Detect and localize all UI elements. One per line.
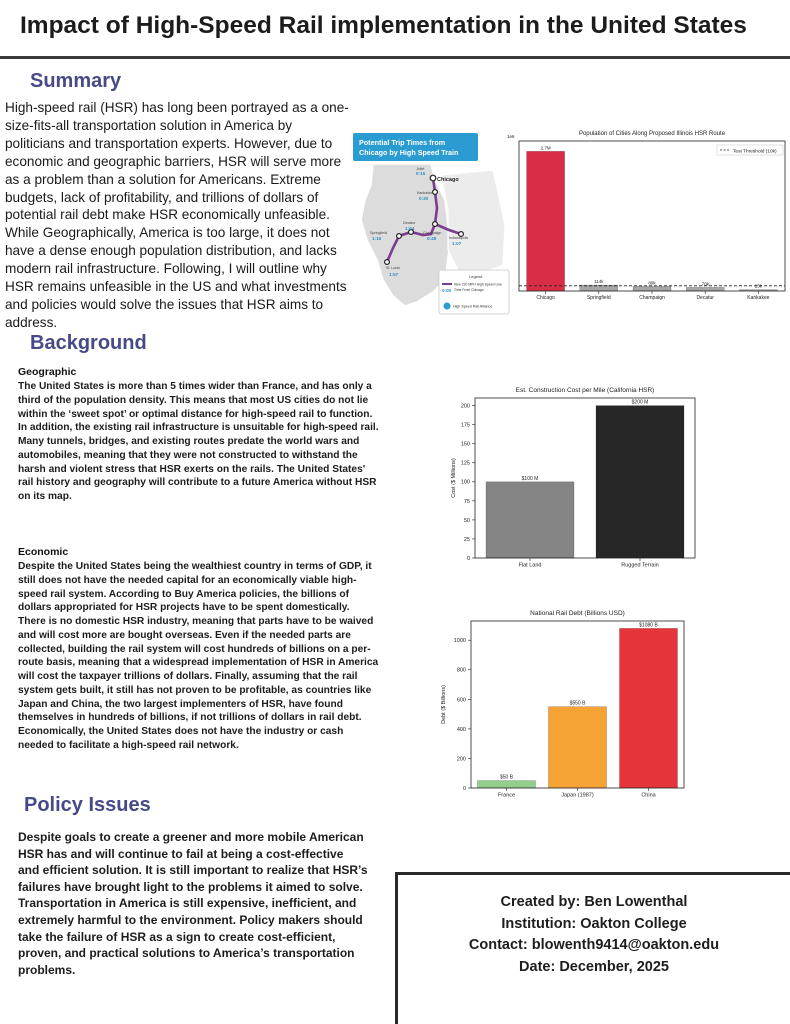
title-divider — [0, 56, 790, 59]
city-time: 0:30 — [419, 196, 429, 201]
x-tick-label: Kankakee — [747, 295, 770, 301]
bar-value-label: $550 B — [569, 700, 586, 707]
station-dot — [430, 175, 436, 181]
legend-title: Legend — [469, 274, 483, 279]
y-tick-label: 0 — [466, 555, 470, 562]
x-tick-label: Decatur — [696, 295, 714, 301]
x-tick-label: Japan (1987) — [561, 792, 594, 799]
bar — [549, 707, 607, 788]
station-dot — [433, 222, 438, 227]
map-title-line2: Chicago by High Speed Train — [359, 148, 459, 157]
background-heading: Background — [30, 332, 147, 354]
bar-value-label: 114k — [594, 279, 604, 285]
legend-label: Test Threshold (10k) — [733, 149, 777, 155]
geographic-text: The United States is more than 5 times wider than France, and has only a third of the population density. This means that most US cities do not lie within the ‘sweet spot’ or optimal distance for high-speed rail to function. In addition, the existing rail infrastructure is unsuitable for high-speed rail. Many tunnels, bridges, and existing routes predate the world wars and automobiles, meaning that they were not constructed to withstand the harsh and violent stress that HSR exerts on the rails. The United States' rail history and geography will contribute to a future America without HSR on its map. — [18, 381, 379, 502]
y-tick-label: 200 — [456, 756, 466, 763]
bar — [620, 628, 678, 788]
map-title-line1: Potential Trip Times from — [359, 138, 446, 147]
bar — [596, 406, 684, 558]
summary-text: High-speed rail (HSR) has long been portrayed as a one-size-fits-all transportation solution in America by politicians and transportation experts. However, due to economic and geographic barriers, HSR will serve more as a problem than a solution for Americans. Extreme budgets, lack of profitability, and trillions of dollars of potential rail debt make HSR economically unfeasible. While Geographically, America is too large, it does not have a dense enough population distribution, and lacks modern rail infrastructure. Following, I will outline why HSR remains unfeasible in the US and what investments and policies would solve the issues that HSR aims to address. — [5, 100, 349, 330]
institution: Institution: Oakton College — [501, 916, 687, 932]
date: Date: December, 2025 — [519, 959, 669, 975]
chart-title: Population of Cities Along Proposed Illinois HSR Route — [578, 131, 726, 137]
y-tick-label: 150 — [460, 441, 470, 448]
bar — [686, 287, 724, 291]
y-tick-label: 100 — [460, 479, 470, 486]
city-label: Chicago — [437, 177, 459, 183]
city-time: 1:04 — [405, 226, 415, 231]
policy-text: Despite goals to create a greener and more mobile American HSR has and will continue to fail at being a cost-effective and efficient solution. It is still important to realize that HSR’s failures have brought light to the problems it aimed to solve. Transportation in America is still expensive, inefficient, and extremely harmful to the environment. Policy makers should take the failure of HSR as a sign to create cost-efficient, proven, and practical solutions to America’s transportation problems. — [18, 830, 368, 977]
rail-debt-chart — [437, 605, 700, 805]
bar-value-label: $100 M — [521, 475, 539, 482]
chart-title: National Rail Debt (Billions USD) — [530, 610, 625, 617]
city-time: 1:07 — [452, 241, 462, 246]
city-label: Decatur — [403, 221, 416, 225]
y-tick-label: 400 — [456, 726, 466, 733]
city-label: St. Louis — [386, 266, 400, 270]
legend-time-sample: 0:00 — [442, 288, 452, 293]
bar-value-label: $200 M — [631, 399, 649, 406]
bar-value-label: 89k — [648, 280, 656, 286]
bar — [486, 482, 574, 558]
bar-value-label: $1080 B — [639, 622, 658, 629]
summary-heading: Summary — [30, 70, 122, 92]
city-label: Kankakee — [417, 191, 433, 195]
legend-item: New 220 MPH High Speed Line — [454, 282, 502, 287]
y-tick-label: 0 — [462, 785, 466, 792]
x-tick-label: Champaign — [639, 295, 665, 301]
alliance-logo-icon — [444, 303, 451, 310]
bar-value-label: $50 B — [499, 774, 514, 781]
x-tick-label: France — [497, 792, 516, 799]
y-tick-label: 175 — [460, 422, 470, 429]
city-time: 0:15 — [416, 171, 426, 176]
bar-value-label: 70k — [701, 281, 709, 287]
bar — [527, 151, 565, 291]
construction-cost-chart — [448, 383, 700, 573]
created-by: Created by: Ben Lowenthal — [500, 894, 688, 910]
x-tick-label: Springfield — [586, 295, 611, 301]
city-label: Champaign — [423, 231, 442, 235]
y-axis-label: Debt ($ Billions) — [441, 685, 447, 724]
city-label: Indianapolis — [449, 236, 469, 240]
station-dot — [385, 260, 390, 265]
city-time: 1:57 — [389, 272, 399, 277]
y-tick-label: 75 — [463, 498, 470, 505]
y-tick-label: 800 — [456, 667, 466, 674]
city-label: Joliet — [416, 167, 425, 171]
x-tick-label: Rugged Terrain — [621, 562, 659, 569]
city-label: Springfield — [370, 231, 387, 235]
legend-item: Time From Chicago — [454, 288, 484, 292]
city-time: 0:48 — [427, 236, 437, 241]
y-tick-label: 25 — [463, 536, 470, 543]
population-chart — [507, 127, 790, 317]
y-tick-label: 125 — [460, 460, 470, 467]
x-tick-label: Flat Land — [518, 562, 542, 569]
bar — [478, 781, 536, 788]
bar — [633, 286, 671, 291]
x-tick-label: Chicago — [536, 295, 555, 301]
station-dot — [433, 190, 438, 195]
station-dot — [397, 234, 402, 239]
y-tick-label: 1000 — [453, 638, 466, 645]
economic-subheading: Economic — [18, 546, 69, 558]
y-axis-label: Cost ($ Millions) — [451, 458, 457, 498]
credits-box — [395, 872, 790, 1024]
y-tick-label: 200 — [460, 403, 470, 410]
geographic-subheading: Geographic — [18, 366, 77, 378]
y-tick-label: 600 — [456, 697, 466, 704]
poster-title: Impact of High-Speed Rail implementation in the United States — [20, 12, 747, 39]
alliance-logo-text: High Speed Rail Alliance — [453, 304, 493, 309]
y-scale-label: 1e6 — [507, 134, 515, 139]
illinois-hsr-map — [353, 130, 513, 315]
y-tick-label: 50 — [463, 517, 470, 524]
city-time: 1:16 — [372, 236, 382, 241]
contact-email[interactable]: Contact: blowenth9414@oakton.edu — [468, 937, 720, 953]
bar-value-label: 2.7M — [540, 145, 551, 151]
bar-value-label: 25k — [754, 283, 763, 289]
chart-title: Est. Construction Cost per Mile (California HSR) — [515, 387, 655, 394]
economic-text: Despite the United States being the wealthiest country in terms of GDP, it still does not have the needed capital for an economically viable high-speed rail system. According to Buy America policies, the billions of dollars appropriated for HSR projects have to be spent domestically. There is no domestic HSR industry, meaning that parts have to be waived and will cost more are bought overseas. Even if the needed parts are collected, building the rail system will cost hundreds of billions on a per-route basis, meaning that a widespread implementation of HSR in America will cost the taxpayer trillions of dollars. Finally, assuming that the rail system gets built, it still has not proven to be profitable, as countries like Japan and China, the two largest implementers of HSR, have found themselves in hundreds of billions, if not trillions of dollars in rail debt. Economically, the United States does not have the industry or cash needed to facilitate a high-speed rail network. — [18, 561, 379, 751]
x-tick-label: China — [641, 792, 656, 799]
policy-heading: Policy Issues — [24, 794, 151, 816]
